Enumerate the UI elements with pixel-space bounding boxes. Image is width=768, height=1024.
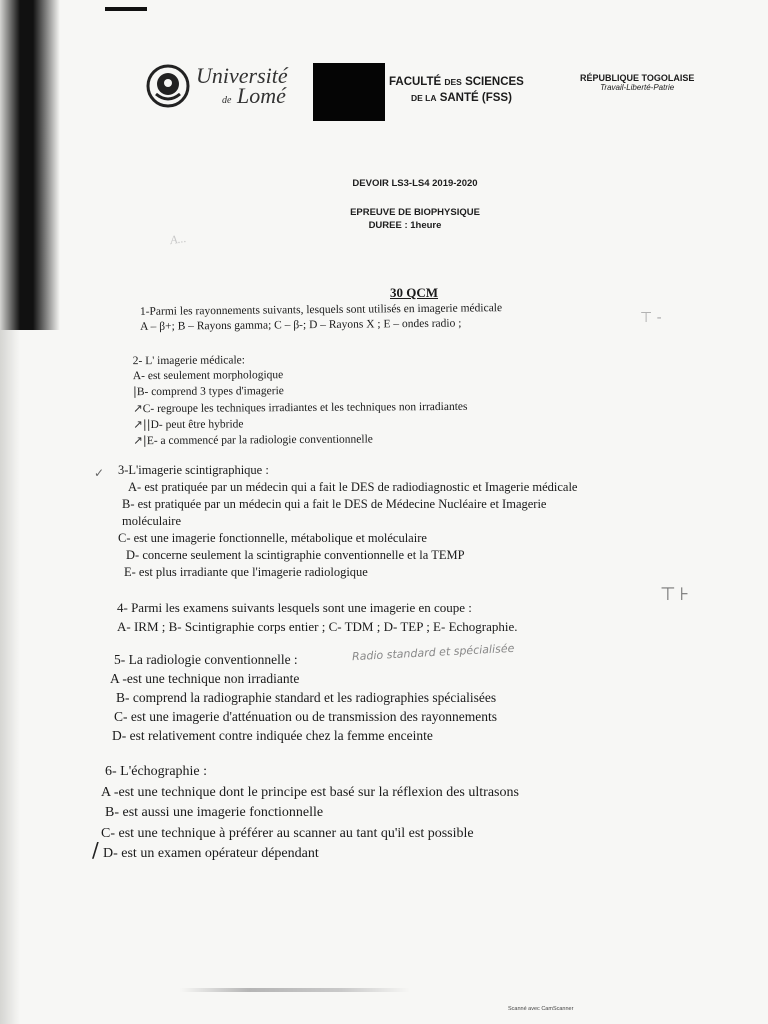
answer-option: B- comprend la radiographie standard et les radiographies spécialisées — [116, 690, 497, 705]
check-mark-icon: ✓ — [94, 466, 105, 480]
question-line: 6- L'échographie : — [105, 764, 208, 779]
answer-option: E- a commencé par la radiologie conventionnelle — [146, 433, 373, 448]
redaction-box — [313, 63, 385, 121]
question-line: 3-L'imagerie scintigraphique : — [118, 463, 269, 477]
hand-mark: ↗|| — [133, 416, 151, 431]
hand-mark: ↗| — [133, 433, 147, 448]
republic-name: RÉPUBLIQUE TOGOLAISE — [580, 73, 695, 83]
pencil-mark: ⊤ - — [640, 310, 662, 326]
question-line: A – β+; B – Rayons gamma; C – β-; D – Rayons X ; E – ondes radio ; — [140, 317, 462, 333]
faculty-des: DES — [444, 77, 462, 87]
question-4 — [117, 598, 518, 636]
faculty-sciences: SCIENCES — [465, 76, 524, 88]
answer-option: C- regroupe les techniques irradiantes et les techniques non irradiantes — [142, 400, 468, 415]
question-line: 1-Parmi les rayonnements suivants, lesquels sont utilisés en imagerie médicale — [139, 302, 503, 318]
university-line1: Université — [196, 63, 288, 89]
question-line: 5- La radiologie conventionnelle : — [114, 652, 298, 667]
scan-shadow — [0, 0, 20, 1024]
answer-option: A- est pratiquée par un médecin qui a fait le DES de radiodiagnostic et Imagerie médicale — [128, 480, 578, 494]
exam-duration: DUREE : 1heure — [368, 220, 442, 231]
scan-mark — [105, 7, 147, 11]
question-5 — [100, 650, 497, 745]
university-line2: Lomé — [236, 83, 286, 108]
answer-option-cont: moléculaire — [122, 514, 181, 528]
handwritten-note: Radio standard et spécialisée — [351, 641, 515, 664]
exam-title: DEVOIR LS3-LS4 2019-2020 — [352, 178, 478, 189]
university-emblem-icon — [146, 64, 190, 108]
answer-option: B- comprend 3 types d'imagerie — [136, 385, 284, 399]
answer-option: B- est pratiquée par un médecin qui a fait le DES de Médecine Nucléaire et Imagerie — [122, 497, 547, 511]
republic-block — [580, 73, 694, 92]
answer-option: B- est aussi une imagerie fonctionnelle — [105, 805, 324, 820]
university-logo — [146, 64, 288, 108]
answer-option: A -est une technique dont le principe est basé sur la réflexion des ultrasons — [101, 784, 519, 800]
question-3 — [118, 462, 577, 581]
question-line: 2- L' imagerie médicale: — [132, 354, 245, 368]
answer-options: A- IRM ; B- Scintigraphie corps entier ; C- TDM ; D- TEP ; E- Echographie. — [117, 619, 518, 634]
question-line: 4- Parmi les examens suivants lesquels sont une imagerie en coupe : — [117, 600, 472, 615]
camscanner-watermark: Scanné avec CamScanner — [508, 1006, 574, 1012]
question-6 — [89, 762, 519, 865]
answer-option: A- est seulement morphologique — [132, 369, 284, 383]
answer-option: E- est plus irradiante que l'imagerie radiologique — [124, 565, 368, 579]
faculty-word: FACULTÉ — [389, 76, 442, 88]
hand-mark: ↗ — [132, 400, 143, 415]
answer-option: C- est une technique à préférer au scanner au tant qu'il est possible — [101, 825, 474, 841]
university-de: de — [222, 95, 232, 106]
pen-mark: / — [92, 838, 99, 862]
answer-option: C- est une imagerie d'atténuation ou de transmission des rayonnements — [114, 709, 497, 724]
faculty-sante: SANTÉ (FSS) — [439, 92, 512, 104]
faculty-name — [389, 74, 524, 106]
footer-smudge — [180, 988, 410, 992]
answer-option: D- est relativement contre indiquée chez la femme enceinte — [112, 728, 433, 743]
exam-subject: EPREUVE DE BIOPHYSIQUE — [350, 207, 480, 218]
republic-motto: Travail-Liberté-Patrie — [600, 83, 675, 92]
answer-option: D- est un examen opérateur dépendant — [103, 846, 319, 861]
pencil-mark: ⊤⊦ — [660, 584, 694, 605]
answer-option: D- concerne seulement la scintigraphie conventionnelle et la TEMP — [126, 548, 465, 562]
faculty-dela: DE LA — [411, 93, 437, 103]
faint-scribble: A... — [169, 230, 188, 248]
question-2 — [133, 352, 468, 450]
answer-option: D- peut être hybride — [150, 418, 244, 431]
qcm-count: 30 QCM — [390, 285, 439, 300]
question-1 — [140, 301, 502, 335]
answer-option: C- est une imagerie fonctionnelle, métabolique et moléculaire — [118, 531, 427, 545]
hand-mark: | — [132, 384, 137, 399]
university-name — [196, 63, 288, 108]
answer-option: A -est une technique non irradiante — [110, 671, 300, 686]
